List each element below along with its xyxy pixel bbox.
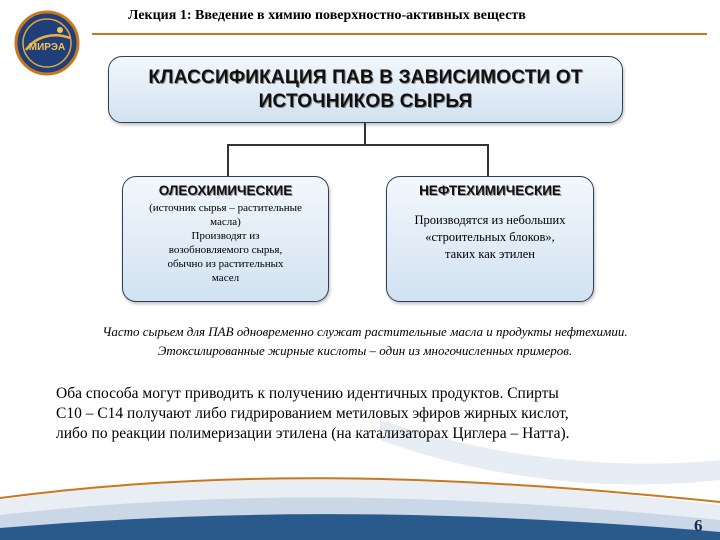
note-line2: Этоксилированные жирные кислоты – один из многочисленных примеров. <box>157 343 573 358</box>
oleochemical-box <box>122 176 329 302</box>
paragraph-line1: Оба способа могут приводить к получению идентичных продуктов. Спирты <box>56 385 559 402</box>
classification-title <box>148 66 582 114</box>
italic-note <box>20 322 710 360</box>
paragraph-line3: либо по реакции полимеризации этилена (на катализаторах Циглера – Натта). <box>56 425 570 442</box>
mirea-logo <box>14 10 80 76</box>
header-divider <box>92 33 707 35</box>
page-number: 6 <box>694 516 703 535</box>
connector-vertical-center <box>364 123 366 145</box>
petrochemical-heading: НЕФТЕХИМИЧЕСКИЕ <box>419 183 561 198</box>
classification-box <box>108 56 623 123</box>
oleochemical-line2: масла) <box>210 216 241 228</box>
oleochemical-description <box>127 201 324 285</box>
note-line1: Часто сырьем для ПАВ одновременно служат растительные масла и продукты нефтехимии. <box>102 324 628 339</box>
oleochemical-line5: обычно из растительных <box>167 258 284 270</box>
oleochemical-line6: масел <box>211 272 240 284</box>
paragraph-line2: С10 – С14 получают либо гидрированием метиловых эфиров жирных кислот, <box>56 405 569 422</box>
lecture-title: Лекция 1: Введение в химию поверхностно-активных веществ <box>128 8 526 23</box>
connector-vertical-right <box>487 144 489 176</box>
oleochemical-line3: Производят из <box>191 230 260 242</box>
classification-title-line2: ИСТОЧНИКОВ СЫРЬЯ <box>258 90 473 112</box>
logo-text: МИРЭА <box>28 42 66 53</box>
petrochemical-line2: «строительных блоков», <box>425 230 555 244</box>
oleochemical-line1: (источник сырья – растительные <box>149 202 302 214</box>
classification-title-line1: КЛАССИФИКАЦИЯ ПАВ В ЗАВИСИМОСТИ ОТ <box>148 66 583 88</box>
petrochemical-line3: таких как этилен <box>445 247 535 261</box>
oleochemical-line4: возобновляемого сырья, <box>168 244 283 256</box>
connector-horizontal <box>227 144 489 146</box>
connector-vertical-left <box>227 144 229 176</box>
explanation-paragraph <box>56 384 686 444</box>
petrochemical-description <box>391 212 589 263</box>
oleochemical-heading: ОЛЕОХИМИЧЕСКИЕ <box>158 183 293 198</box>
petrochemical-box <box>386 176 594 302</box>
petrochemical-line1: Производятся из небольших <box>414 213 566 227</box>
